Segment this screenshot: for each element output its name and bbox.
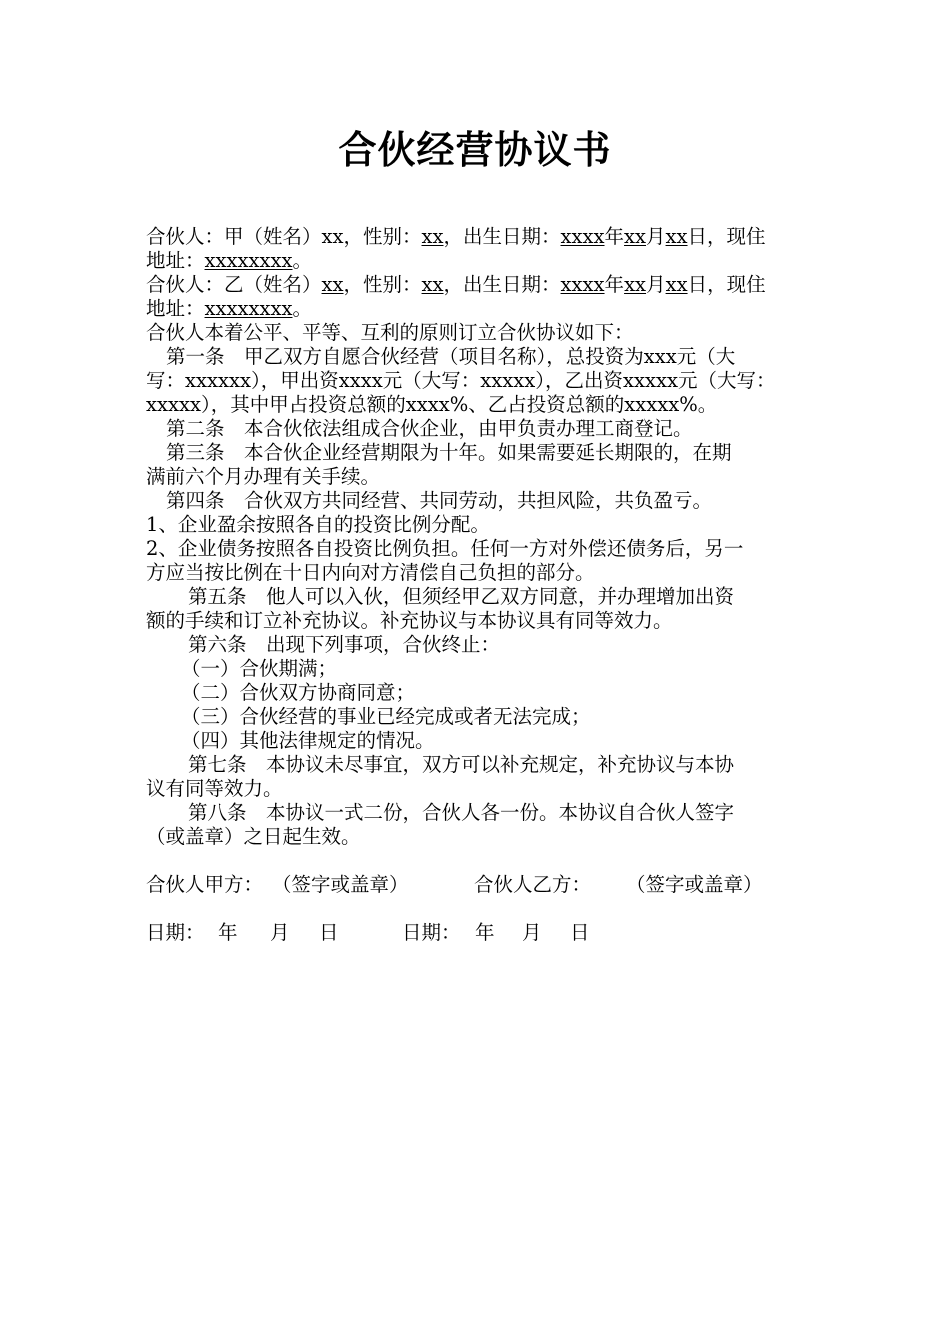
- article-4: 第四条 合伙双方共同经营、共同劳动，共担风险，共负盈亏。: [166, 489, 713, 512]
- article-2: 第二条 本合伙依法组成合伙企业，由甲负责办理工商登记。: [166, 417, 693, 440]
- party-b-address: xxxxxxxx: [204, 297, 293, 320]
- article-5-line-2: 额的手续和订立补充协议。补充协议与本协议具有同等效力。: [146, 609, 673, 632]
- party-b-date-day: 日: [570, 921, 590, 944]
- party-a-signature-field: （签字或盖章）: [272, 873, 409, 896]
- party-b-date-year: 年: [475, 921, 495, 944]
- party-a-line-2: 地址：xxxxxxxx。: [146, 249, 313, 272]
- party-b-date-label: 日期：: [402, 921, 461, 944]
- party-b-birth-month: xx: [624, 273, 647, 296]
- article-3-line-2: 满前六个月办理有关手续。: [146, 465, 381, 488]
- party-a-birth-year: xxxx: [560, 225, 605, 248]
- article-1-line-3: xxxxx），其中甲占投资总额的xxxx%、乙占投资总额的xxxxx%。: [146, 393, 718, 416]
- party-b-signature-field: （签字或盖章）: [626, 873, 763, 896]
- article-3-line-1: 第三条 本合伙企业经营期限为十年。如果需要延长期限的，在期: [166, 441, 732, 464]
- party-a-address: xxxxxxxx: [204, 249, 293, 272]
- party-a-birth-month: xx: [624, 225, 647, 248]
- party-b-line-2: 地址：xxxxxxxx。: [146, 297, 313, 320]
- article-6-item-1: （一）合伙期满；: [181, 657, 338, 680]
- party-b-signature-label: 合伙人乙方：: [474, 873, 592, 896]
- article-1-line-2: 写：xxxxxx），甲出资xxxx元（大写：xxxxx），乙出资xxxxx元（大写：: [146, 369, 776, 392]
- party-a-date-day: 日: [319, 921, 339, 944]
- document-title: 合伙经营协议书: [338, 128, 612, 172]
- party-b-line-1: 合伙人：乙（姓名）xx，性别：xx，出生日期：xxxx年xx月xx日，现住: [146, 273, 766, 296]
- article-4-item-2-line-1: 2、企业债务按照各自投资比例负担。任何一方对外偿还债务后，另一: [146, 537, 744, 560]
- article-6: 第六条 出现下列事项，合伙终止：: [188, 633, 501, 656]
- signature-row: [146, 873, 810, 897]
- party-a-birth-day: xx: [665, 225, 688, 248]
- party-b-birth-day: xx: [665, 273, 688, 296]
- article-4-item-2-line-2: 方应当按比例在十日内向对方清偿自己负担的部分。: [146, 561, 595, 584]
- article-6-item-3: （三）合伙经营的事业已经完成或者无法完成；: [181, 705, 591, 728]
- party-b-name: xx: [321, 273, 344, 296]
- article-8-line-1: 第八条 本协议一式二份，合伙人各一份。本协议自合伙人签字: [188, 801, 735, 824]
- party-a-signature-label: 合伙人甲方：: [146, 873, 264, 896]
- article-5-line-1: 第五条 他人可以入伙，但须经甲乙双方同意，并办理增加出资: [188, 585, 735, 608]
- article-7-line-1: 第七条 本协议未尽事宜，双方可以补充规定，补充协议与本协: [188, 753, 735, 776]
- article-1-line-1: 第一条 甲乙双方自愿合伙经营（项目名称），总投资为xxx元（大: [166, 345, 736, 368]
- date-row: [146, 921, 810, 945]
- party-a-date-year: 年: [218, 921, 238, 944]
- intro-paragraph: 合伙人本着公平、平等、互利的原则订立合伙协议如下：: [146, 321, 634, 344]
- article-6-item-4: （四）其他法律规定的情况。: [181, 729, 435, 752]
- party-a-date-label: 日期：: [146, 921, 205, 944]
- article-4-item-1: 1、企业盈余按照各自的投资比例分配。: [146, 513, 490, 536]
- article-6-item-2: （二）合伙双方协商同意；: [181, 681, 416, 704]
- article-8-line-2: （或盖章）之日起生效。: [146, 825, 361, 848]
- document-body: [146, 225, 810, 945]
- party-b-birth-year: xxxx: [560, 273, 605, 296]
- party-a-date-month: 月: [270, 921, 290, 944]
- party-a-gender: xx: [421, 225, 444, 248]
- party-b-date-month: 月: [522, 921, 542, 944]
- party-b-gender: xx: [421, 273, 444, 296]
- party-a-line-1: 合伙人：甲（姓名）xx，性别：xx，出生日期：xxxx年xx月xx日，现住: [146, 225, 766, 248]
- article-7-line-2: 议有同等效力。: [146, 777, 283, 800]
